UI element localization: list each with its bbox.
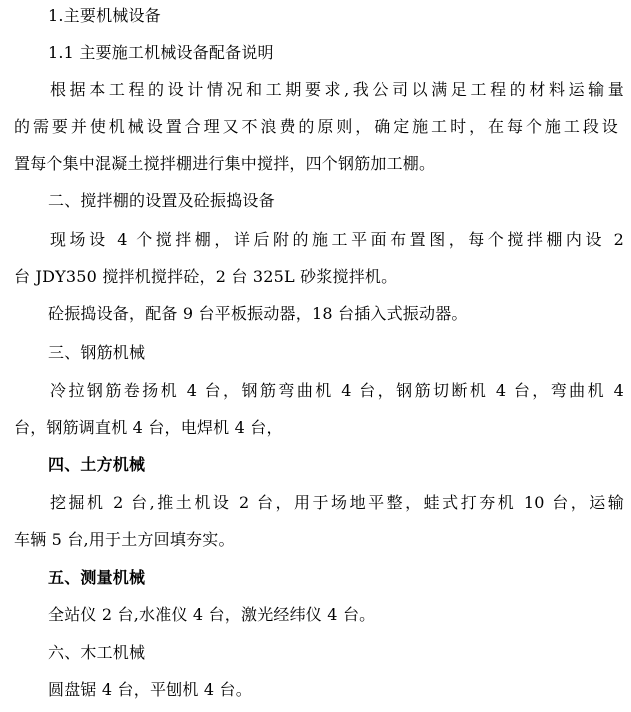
section-4-line1: 挖掘机 2 台,推土机设 2 台，用于场地平整，蛙式打夯机 10 台，运输 xyxy=(50,493,624,512)
section-5-line1: 全站仪 2 台,水准仪 4 台，激光经纬仪 4 台。 xyxy=(48,605,376,624)
intro-line-3: 置每个集中混凝土搅拌棚进行集中搅拌，四个钢筋加工棚。 xyxy=(14,154,436,173)
section-2-para1-line2: 台 JDY350 搅拌机搅拌砼，2 台 325L 砂浆搅拌机。 xyxy=(14,267,398,286)
intro-line-1: 根据本工程的设计情况和工期要求,我公司以满足工程的材料运输量 xyxy=(50,80,624,99)
section-6-title: 六、木工机械 xyxy=(48,643,146,662)
section-4-line2: 车辆 5 台,用于土方回填夯实。 xyxy=(14,530,235,549)
section-3-line2: 台，钢筋调直机 4 台，电焊机 4 台， xyxy=(14,418,283,437)
section-4-title: 四、土方机械 xyxy=(48,455,146,474)
section-3-line1: 冷拉钢筋卷扬机 4 台，钢筋弯曲机 4 台，钢筋切断机 4 台，弯曲机 4 xyxy=(50,381,624,400)
section-5-title: 五、测量机械 xyxy=(48,568,146,587)
heading-main-equipment: 1.主要机械设备 xyxy=(48,6,161,25)
section-2-para2: 砼振捣设备，配备 9 台平板振动器，18 台插入式振动器。 xyxy=(48,304,468,323)
section-2-para1-line1: 现场设 4 个搅拌棚，详后附的施工平面布置图，每个搅拌棚内设 2 xyxy=(50,230,624,249)
section-2-title: 二、搅拌棚的设置及砼振捣设备 xyxy=(48,191,275,210)
heading-equipment-description: 1.1 主要施工机械设备配备说明 xyxy=(48,43,274,62)
intro-line-2: 的需要并使机械设置合理又不浪费的原则，确定施工时，在每个施工段设 xyxy=(14,117,618,136)
section-6-line1: 圆盘锯 4 台，平刨机 4 台。 xyxy=(48,680,252,699)
section-3-title: 三、钢筋机械 xyxy=(48,343,146,362)
